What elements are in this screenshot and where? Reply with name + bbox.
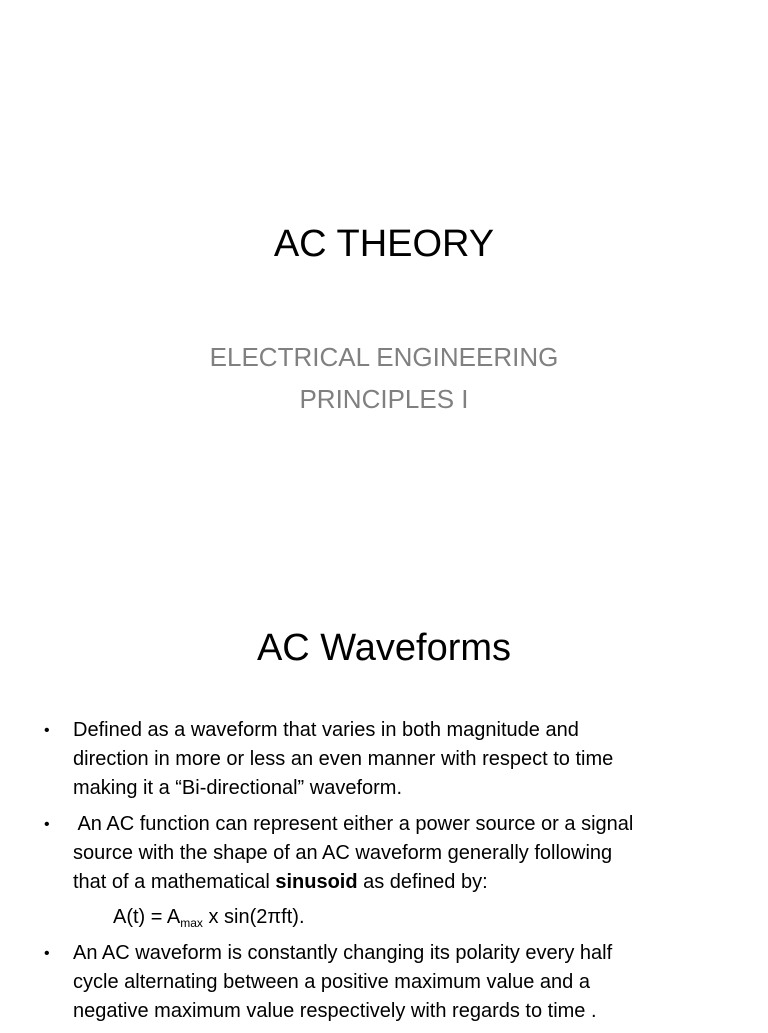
text-run: as defined by: [357,871,488,893]
bullet-text-line [73,868,734,897]
bullet-text-line: making it a “Bi-directional” waveform. [73,777,402,799]
bullet-text-line: source with the shape of an AC waveform generally following [73,842,613,864]
formula [73,903,734,932]
list-item [44,939,734,1026]
bold-term: sinusoid [275,871,358,893]
formula-right: x sin(2πft). [202,906,305,928]
slide-subtitle [0,336,768,420]
bullet-text-line: direction in more or less an even manner with respect to time [73,748,614,770]
list-item [44,716,734,803]
list-item [44,810,734,932]
bullet-text-line: An AC function can represent either a power source or a signal [73,813,634,835]
bullet-text-line: Defined as a waveform that varies in both magnitude and [73,719,579,741]
bullet-icon: • [44,816,50,833]
bullet-icon: • [44,722,50,739]
bullet-text-line: An AC waveform is constantly changing its polarity every half [73,942,613,964]
bullet-list [44,716,734,1033]
subtitle-line: ELECTRICAL ENGINEERING [209,342,559,372]
bullet-icon: • [44,945,50,962]
slide-title: AC THEORY [273,223,495,265]
bullet-text-line: cycle alternating between a positive maximum value and a [73,971,590,993]
content-slide [0,580,768,1024]
formula-left: A(t) = A [113,906,181,928]
text-run: that of a mathematical [73,871,276,893]
bullet-text-line: negative maximum value respectively with regards to time . [73,1000,597,1022]
slide-heading: AC Waveforms [256,627,512,669]
formula-subscript: max [180,916,203,930]
subtitle-line: PRINCIPLES I [299,384,469,414]
